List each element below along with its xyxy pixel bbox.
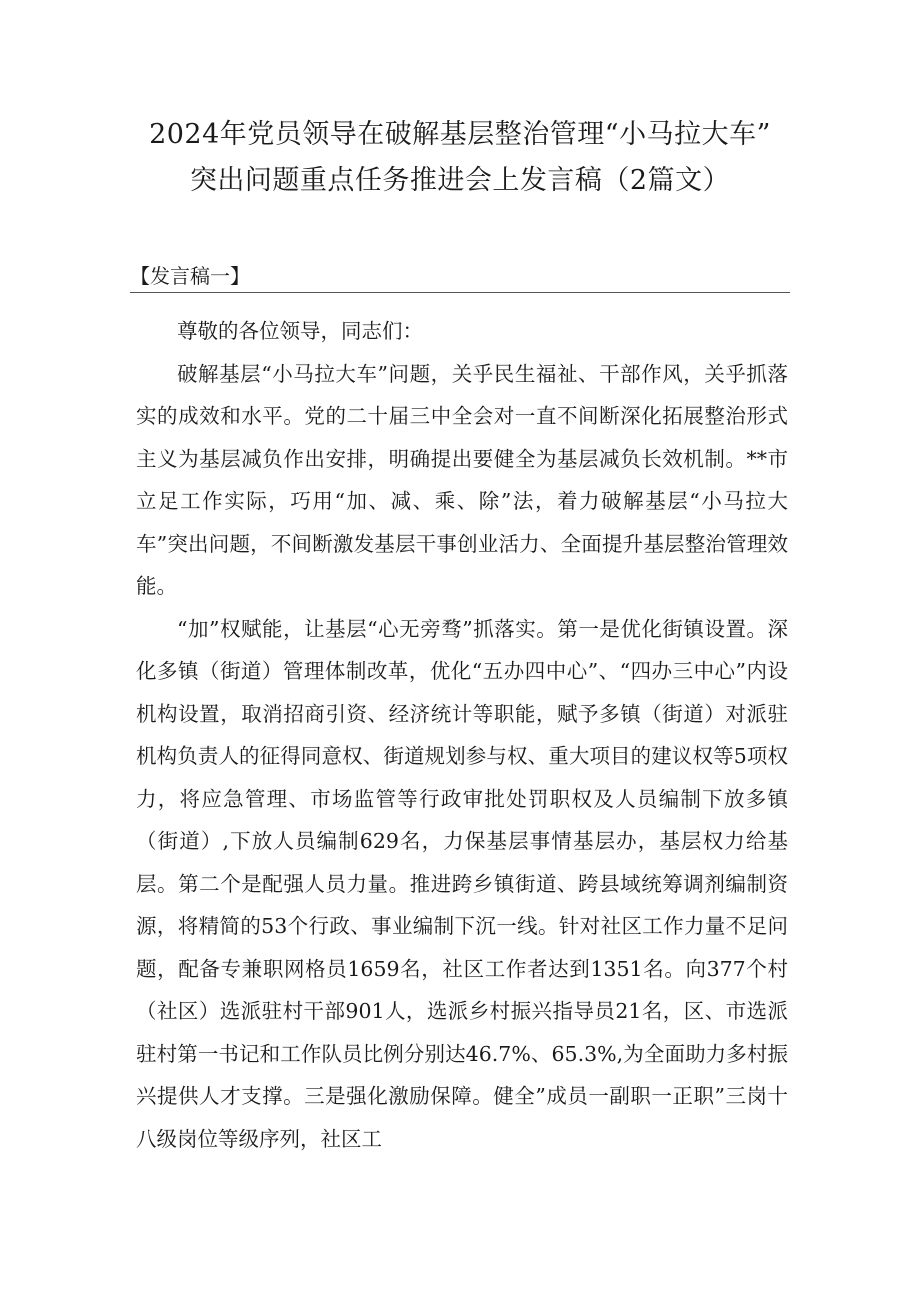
- section-divider: [130, 292, 790, 293]
- paragraph-intro: 破解基层“小马拉大车”问题，关乎民生福祉、干部作风，关乎抓落实的成效和水平。党的二十届三中全会对一直不间断深化拓展整治形式主义为基层减负作出安排，明确提出要健全为基层减负长效机制。**市立足工作实际，巧用“加、减、乘、除”法，着力破解基层“小马拉大车”突出问题，不间断激发基层干事创业活力、全面提升基层整治管理效能。: [136, 361, 788, 598]
- title-line-2: 突出问题重点任务推进会上发言稿（2篇文）: [189, 165, 731, 196]
- title-line-1: 2024年党员领导在破解基层整治管理“小马拉大车”: [149, 119, 771, 150]
- paragraph-salutation: 尊敬的各位领导，同志们：: [177, 319, 423, 343]
- paragraph-add-empowerment: “加”权赋能，让基层“心无旁骛”抓落实。第一是优化街镇设置。深化多镇（街道）管理体制改革，优化“五办四中心”、“四办三中心”内设机构设置，取消招商引资、经济统计等职能，赋予多镇（街道）对派驻机构负责人的征得同意权、街道规划参与权、重大项目的建议权等5项权力，将应急管理、市场监管等行政审批处罚职权及人员编制下放多镇（街道）,下放人员编制629名，力保基层事情基层办，基层权力给基层。第二个是配强人员力量。推进跨乡镇街道、跨县域统筹调剂编制资源，将精简的53个行政、事业编制下沉一线。针对社区工作力量不足问题，配备专兼职网格员1659名，社区工作者达到1351名。向377个村（社区）选派驻村干部901人，选派乡村振兴指导员21名，区、市选派驻村第一书记和工作队员比例分别达46.7%、65.3%,为全面助力多村振兴提供人才支撑。三是强化激励保障。健全”成员一副职一正职”三岗十八级岗位等级序列，社区工: [136, 616, 788, 1151]
- document-body: [136, 310, 788, 1160]
- document-title: [100, 112, 820, 204]
- section-heading: 【发言稿一】: [130, 264, 250, 288]
